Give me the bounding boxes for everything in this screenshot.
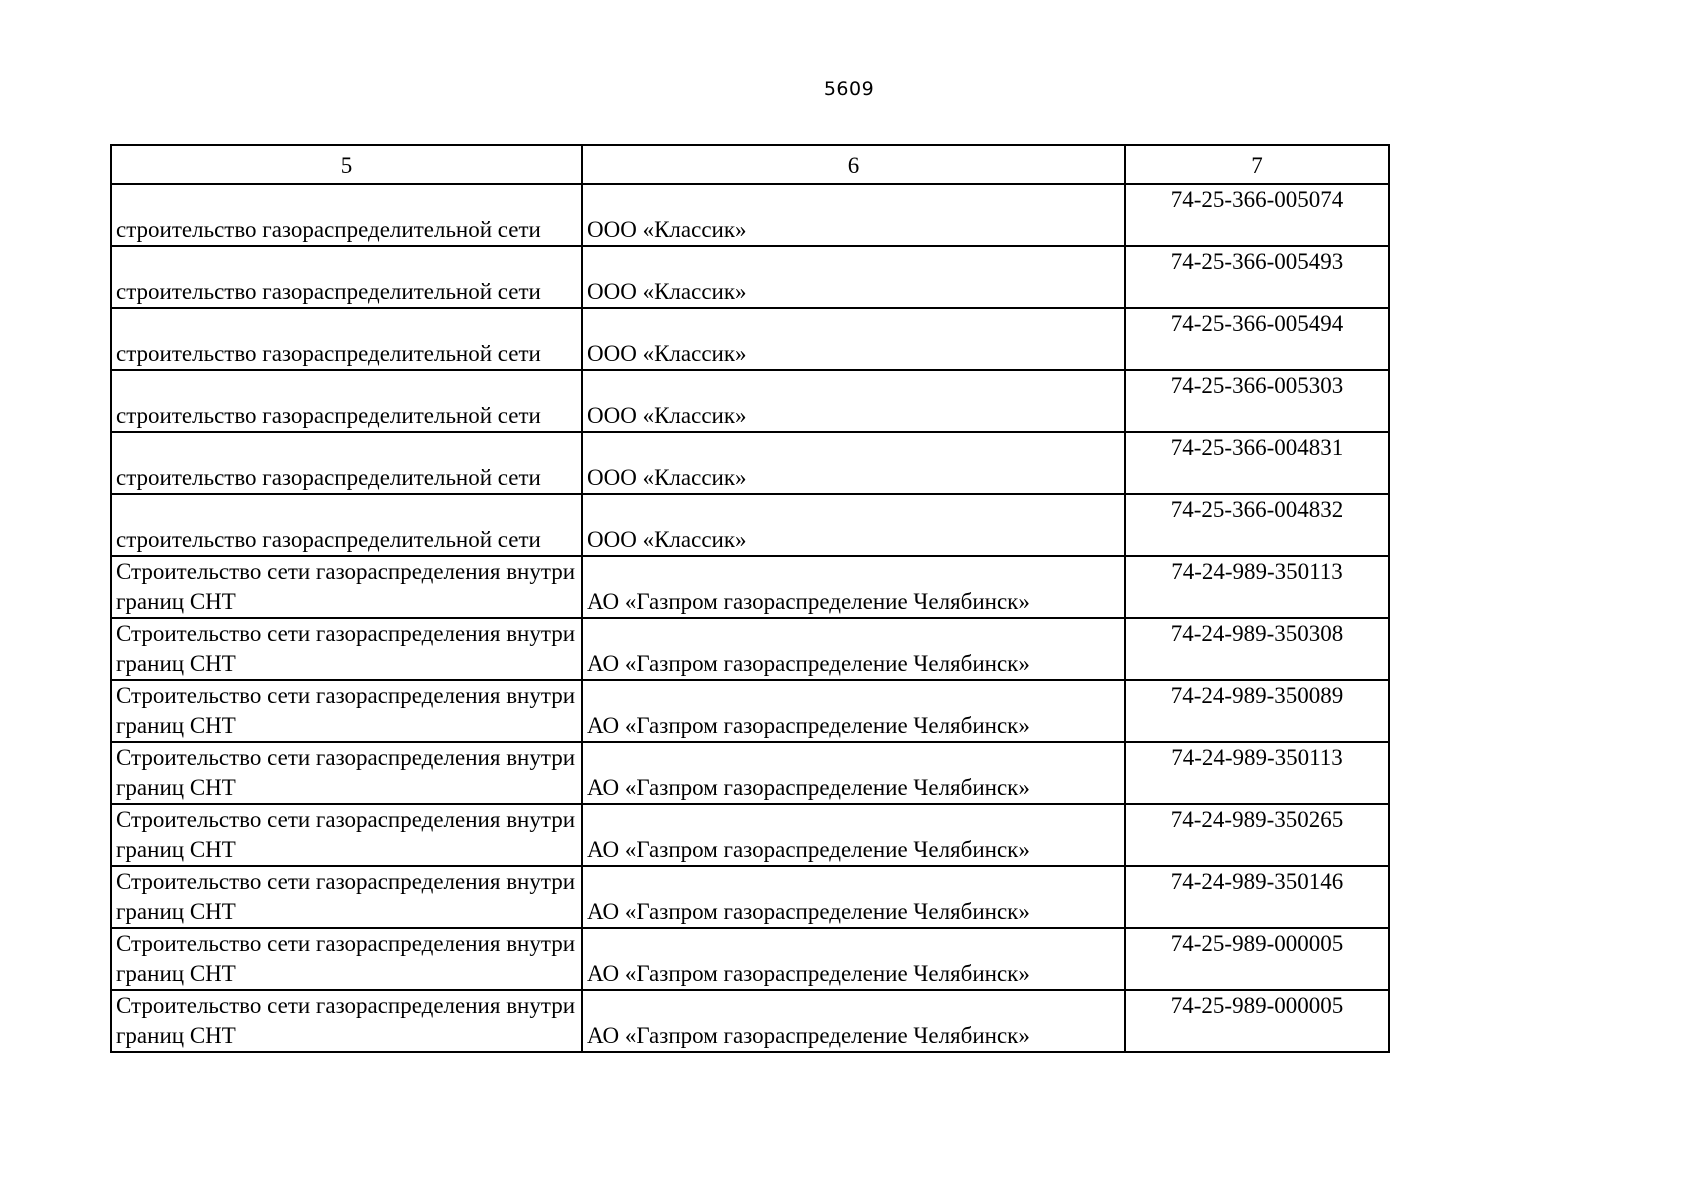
work-description-cell: Строительство сети газораспределения внутри границ СНТ xyxy=(111,804,582,866)
table-row xyxy=(111,308,1389,370)
registration-number-cell: 74-24-989-350146 xyxy=(1125,866,1389,928)
organization-cell: АО «Газпром газораспределение Челябинск» xyxy=(582,618,1125,680)
organization-cell: АО «Газпром газораспределение Челябинск» xyxy=(582,680,1125,742)
registration-number-cell: 74-24-989-350089 xyxy=(1125,680,1389,742)
organization-cell: ООО «Классик» xyxy=(582,246,1125,308)
work-description-cell: Строительство сети газораспределения внутри границ СНТ xyxy=(111,928,582,990)
organization-cell: АО «Газпром газораспределение Челябинск» xyxy=(582,990,1125,1052)
organization-cell: ООО «Классик» xyxy=(582,494,1125,556)
registration-number-cell: 74-25-989-000005 xyxy=(1125,990,1389,1052)
registration-number-cell: 74-25-366-005493 xyxy=(1125,246,1389,308)
registration-number-cell: 74-25-366-004831 xyxy=(1125,432,1389,494)
registration-number-cell: 74-25-366-005074 xyxy=(1125,184,1389,246)
organization-cell: ООО «Классик» xyxy=(582,184,1125,246)
organization-cell: ООО «Классик» xyxy=(582,370,1125,432)
work-description-cell: строительство газораспределительной сети xyxy=(111,246,582,308)
organization-cell: ООО «Классик» xyxy=(582,432,1125,494)
table-row xyxy=(111,432,1389,494)
table-row xyxy=(111,184,1389,246)
organization-cell: АО «Газпром газораспределение Челябинск» xyxy=(582,742,1125,804)
work-description-cell: Строительство сети газораспределения внутри границ СНТ xyxy=(111,556,582,618)
table-header xyxy=(111,145,1389,184)
organization-cell: ООО «Классик» xyxy=(582,308,1125,370)
table-row xyxy=(111,804,1389,866)
registration-number-cell: 74-24-989-350265 xyxy=(1125,804,1389,866)
work-description-cell: Строительство сети газораспределения внутри границ СНТ xyxy=(111,680,582,742)
registration-number-cell: 74-25-366-004832 xyxy=(1125,494,1389,556)
column-header-7: 7 xyxy=(1125,145,1389,184)
column-header-6: 6 xyxy=(582,145,1125,184)
table-row xyxy=(111,556,1389,618)
table-row xyxy=(111,742,1389,804)
registration-number-cell: 74-25-989-000005 xyxy=(1125,928,1389,990)
registration-number-cell: 74-24-989-350308 xyxy=(1125,618,1389,680)
page-number: 5609 xyxy=(823,78,875,100)
organization-cell: АО «Газпром газораспределение Челябинск» xyxy=(582,928,1125,990)
registration-number-cell: 74-24-989-350113 xyxy=(1125,556,1389,618)
registration-number-cell: 74-25-366-005303 xyxy=(1125,370,1389,432)
work-description-cell: Строительство сети газораспределения внутри границ СНТ xyxy=(111,618,582,680)
table-row xyxy=(111,370,1389,432)
table-row xyxy=(111,680,1389,742)
table-body xyxy=(111,184,1389,1052)
organization-cell: АО «Газпром газораспределение Челябинск» xyxy=(582,804,1125,866)
registration-number-cell: 74-24-989-350113 xyxy=(1125,742,1389,804)
table-row xyxy=(111,866,1389,928)
registration-number-cell: 74-25-366-005494 xyxy=(1125,308,1389,370)
work-description-cell: Строительство сети газораспределения внутри границ СНТ xyxy=(111,866,582,928)
work-description-cell: строительство газораспределительной сети xyxy=(111,432,582,494)
organization-cell: АО «Газпром газораспределение Челябинск» xyxy=(582,556,1125,618)
table-row xyxy=(111,246,1389,308)
table-row xyxy=(111,494,1389,556)
work-description-cell: строительство газораспределительной сети xyxy=(111,184,582,246)
register-table xyxy=(110,144,1390,1053)
table-row xyxy=(111,618,1389,680)
work-description-cell: Строительство сети газораспределения внутри границ СНТ xyxy=(111,990,582,1052)
column-header-5: 5 xyxy=(111,145,582,184)
work-description-cell: строительство газораспределительной сети xyxy=(111,370,582,432)
work-description-cell: строительство газораспределительной сети xyxy=(111,308,582,370)
header-row xyxy=(111,145,1389,184)
table-row xyxy=(111,990,1389,1052)
work-description-cell: Строительство сети газораспределения внутри границ СНТ xyxy=(111,742,582,804)
table-row xyxy=(111,928,1389,990)
organization-cell: АО «Газпром газораспределение Челябинск» xyxy=(582,866,1125,928)
work-description-cell: строительство газораспределительной сети xyxy=(111,494,582,556)
